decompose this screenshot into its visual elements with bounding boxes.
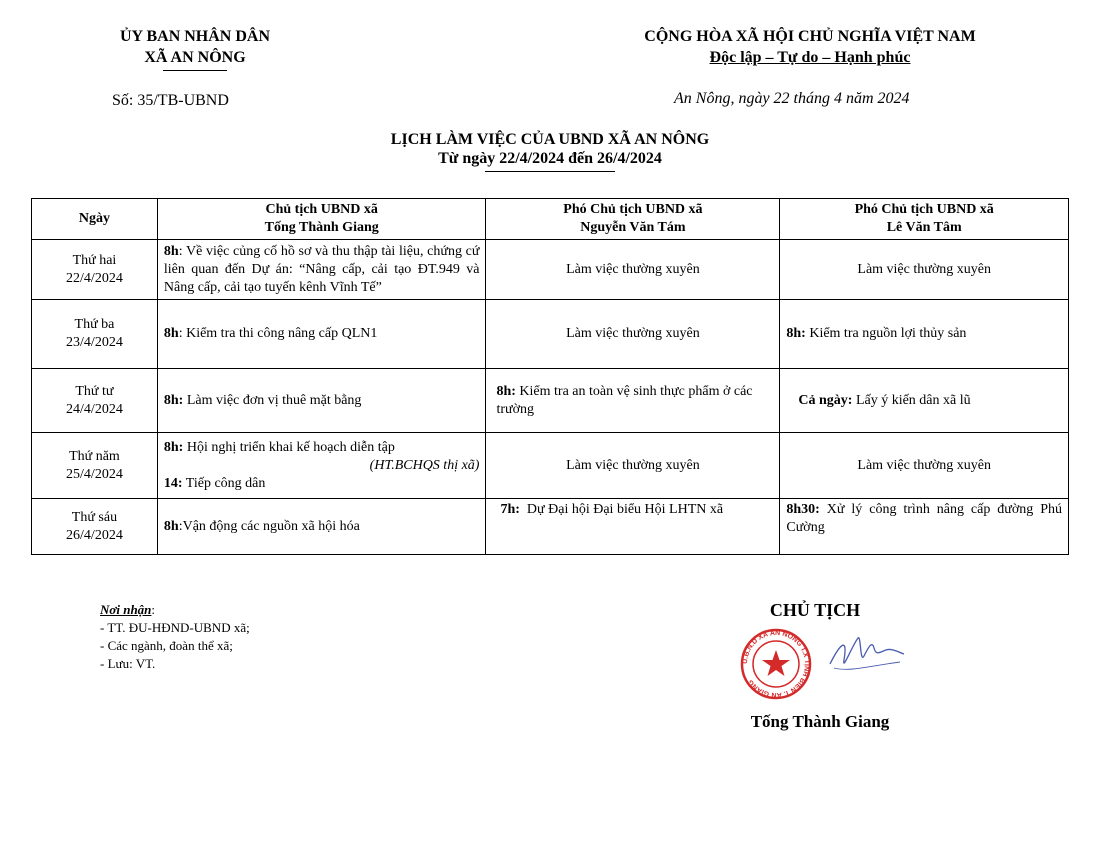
org-header: [60, 26, 330, 71]
org-underline: [163, 70, 227, 71]
weekday: Thứ năm: [69, 448, 120, 464]
header-col1-name: Tống Thành Giang: [264, 220, 379, 235]
weekday: Thứ hai: [72, 252, 117, 268]
vice1-cell: [486, 499, 780, 555]
vice1-cell: Làm việc thường xuyên: [486, 433, 780, 499]
time: 8h:: [496, 383, 516, 399]
country-header: [590, 26, 1030, 68]
table-row: [32, 240, 1069, 300]
header-col2-title: Phó Chủ tịch UBND xã: [563, 202, 703, 217]
table-row: [32, 499, 1069, 555]
weekday: Thứ ba: [74, 317, 115, 332]
header-col3-title: Phó Chủ tịch UBND xã: [854, 202, 994, 217]
vice2-cell: Làm việc thường xuyên: [780, 240, 1069, 300]
task: Xử lý công trình nâng cấp đường Phú Cường: [786, 502, 1062, 535]
seal-stamp: [742, 629, 810, 698]
date: 25/4/2024: [66, 466, 123, 482]
day-cell: [32, 300, 158, 369]
table-row: [32, 433, 1069, 499]
seal-text: U.B.N.D XÃ AN NÔNG T.X TỊNH BIÊN T. AN GIANG: [741, 629, 811, 699]
title-underline: [485, 171, 615, 172]
vice1-cell: [486, 369, 780, 433]
country-line-1: CỘNG HÒA XÃ HỘI CHỦ NGHĨA VIỆT NAM: [644, 28, 976, 45]
org-line-1: ỦY BAN NHÂN DÂN: [119, 28, 271, 45]
weekday: Thứ sáu: [71, 509, 118, 525]
org-line-2: XÃ AN NÔNG: [144, 49, 246, 66]
day-cell: [32, 369, 158, 433]
task: Kiểm tra nguồn lợi thủy sản: [805, 326, 967, 341]
official-seal-and-signature: [740, 626, 910, 706]
task: : Về việc củng cố hồ sơ và thu thập tài liệu, chứng cứ liên quan đến Dự án: “Nâng cấp, cải tạo ĐT.949 và Nâng cấp, cải tạo tuyến kênh Vĩnh Tế”: [163, 243, 480, 295]
task: :Vận động các nguồn xã hội hóa: [178, 518, 360, 534]
table-row: [32, 300, 1069, 369]
task-note: (HT.BCHQS thị xã): [369, 457, 480, 473]
time: 8h: [163, 518, 179, 534]
time: 8h:: [163, 439, 184, 455]
day-cell: [32, 499, 158, 555]
task: Dự Đại hội Đại biểu Hội LHTN xã: [519, 502, 724, 517]
signer-name: Tống Thành Giang: [750, 712, 890, 731]
recipient-item: - Lưu: VT.: [100, 656, 156, 671]
task: Kiểm tra an toàn vệ sinh thực phẩm ở các trường: [496, 383, 753, 417]
header-col3-name: Lê Văn Tâm: [886, 220, 962, 235]
recipients-label: Nơi nhận: [100, 602, 152, 617]
date: 26/4/2024: [66, 527, 123, 543]
handwritten-signature: [830, 638, 904, 664]
chairman-cell: [157, 300, 486, 369]
schedule-table: [31, 198, 1069, 555]
vice2-cell: [780, 300, 1069, 369]
chairman-cell: [157, 433, 486, 499]
weekday: Thứ tư: [75, 383, 114, 399]
header-col1-title: Chủ tịch UBND xã: [265, 202, 378, 217]
recipient-item: - Các ngành, đoàn thể xã;: [100, 638, 233, 653]
signature-title: CHỦ TỊCH: [769, 600, 861, 620]
time: 8h: [163, 243, 179, 259]
time: 14:: [163, 475, 183, 491]
title-line-1: LỊCH LÀM VIỆC CỦA UBND XÃ AN NÔNG: [390, 131, 710, 148]
vice2-cell: [780, 499, 1069, 555]
header-col2-name: Nguyễn Văn Tám: [580, 220, 686, 235]
time: 8h:: [163, 392, 184, 408]
day-cell: [32, 240, 158, 300]
time: 8h30:: [786, 502, 820, 517]
document-title: [250, 130, 850, 172]
chairman-cell: [157, 240, 486, 300]
date: 22/4/2024: [66, 270, 123, 286]
time: 7h:: [500, 502, 520, 517]
chairman-cell: [157, 369, 486, 433]
task: Làm việc đơn vị thuê mặt bằng: [183, 392, 362, 408]
date: 23/4/2024: [66, 335, 123, 350]
recipient-item: - TT. ĐU-HĐND-UBND xã;: [100, 620, 250, 635]
header-day: Ngày: [32, 199, 158, 240]
title-line-2: Từ ngày 22/4/2024 đến 26/4/2024: [438, 150, 662, 167]
vice2-cell: Làm việc thường xuyên: [780, 433, 1069, 499]
recipients-block: Nơi nhận: - TT. ĐU-HĐND-UBND xã; - Các ngành, đoàn thể xã; - Lưu: VT.: [100, 601, 400, 673]
place-date: An Nông, ngày 22 tháng 4 năm 2024: [674, 90, 910, 107]
task: Tiếp công dân: [182, 475, 266, 491]
table-row: [32, 369, 1069, 433]
task: Hội nghị triển khai kế hoạch diễn tập: [183, 439, 395, 455]
date: 24/4/2024: [66, 401, 123, 417]
vice2-cell: [780, 369, 1069, 433]
task: : Kiểm tra thi công nâng cấp QLN1: [178, 326, 378, 341]
time: Cả ngày:: [798, 392, 853, 408]
header-col3: [780, 199, 1069, 240]
header-col2: [486, 199, 780, 240]
day-cell: [32, 433, 158, 499]
table-header-row: [32, 199, 1069, 240]
motto: Độc lập – Tự do – Hạnh phúc: [709, 49, 911, 66]
time: 8h:: [786, 326, 806, 341]
time: 8h: [163, 326, 179, 341]
chairman-cell: [157, 499, 486, 555]
header-col1: [157, 199, 486, 240]
task: Lấy ý kiến dân xã lũ: [852, 392, 971, 408]
document-number: Số: 35/TB-UBND: [112, 92, 229, 109]
vice1-cell: Làm việc thường xuyên: [486, 300, 780, 369]
vice1-cell: Làm việc thường xuyên: [486, 240, 780, 300]
